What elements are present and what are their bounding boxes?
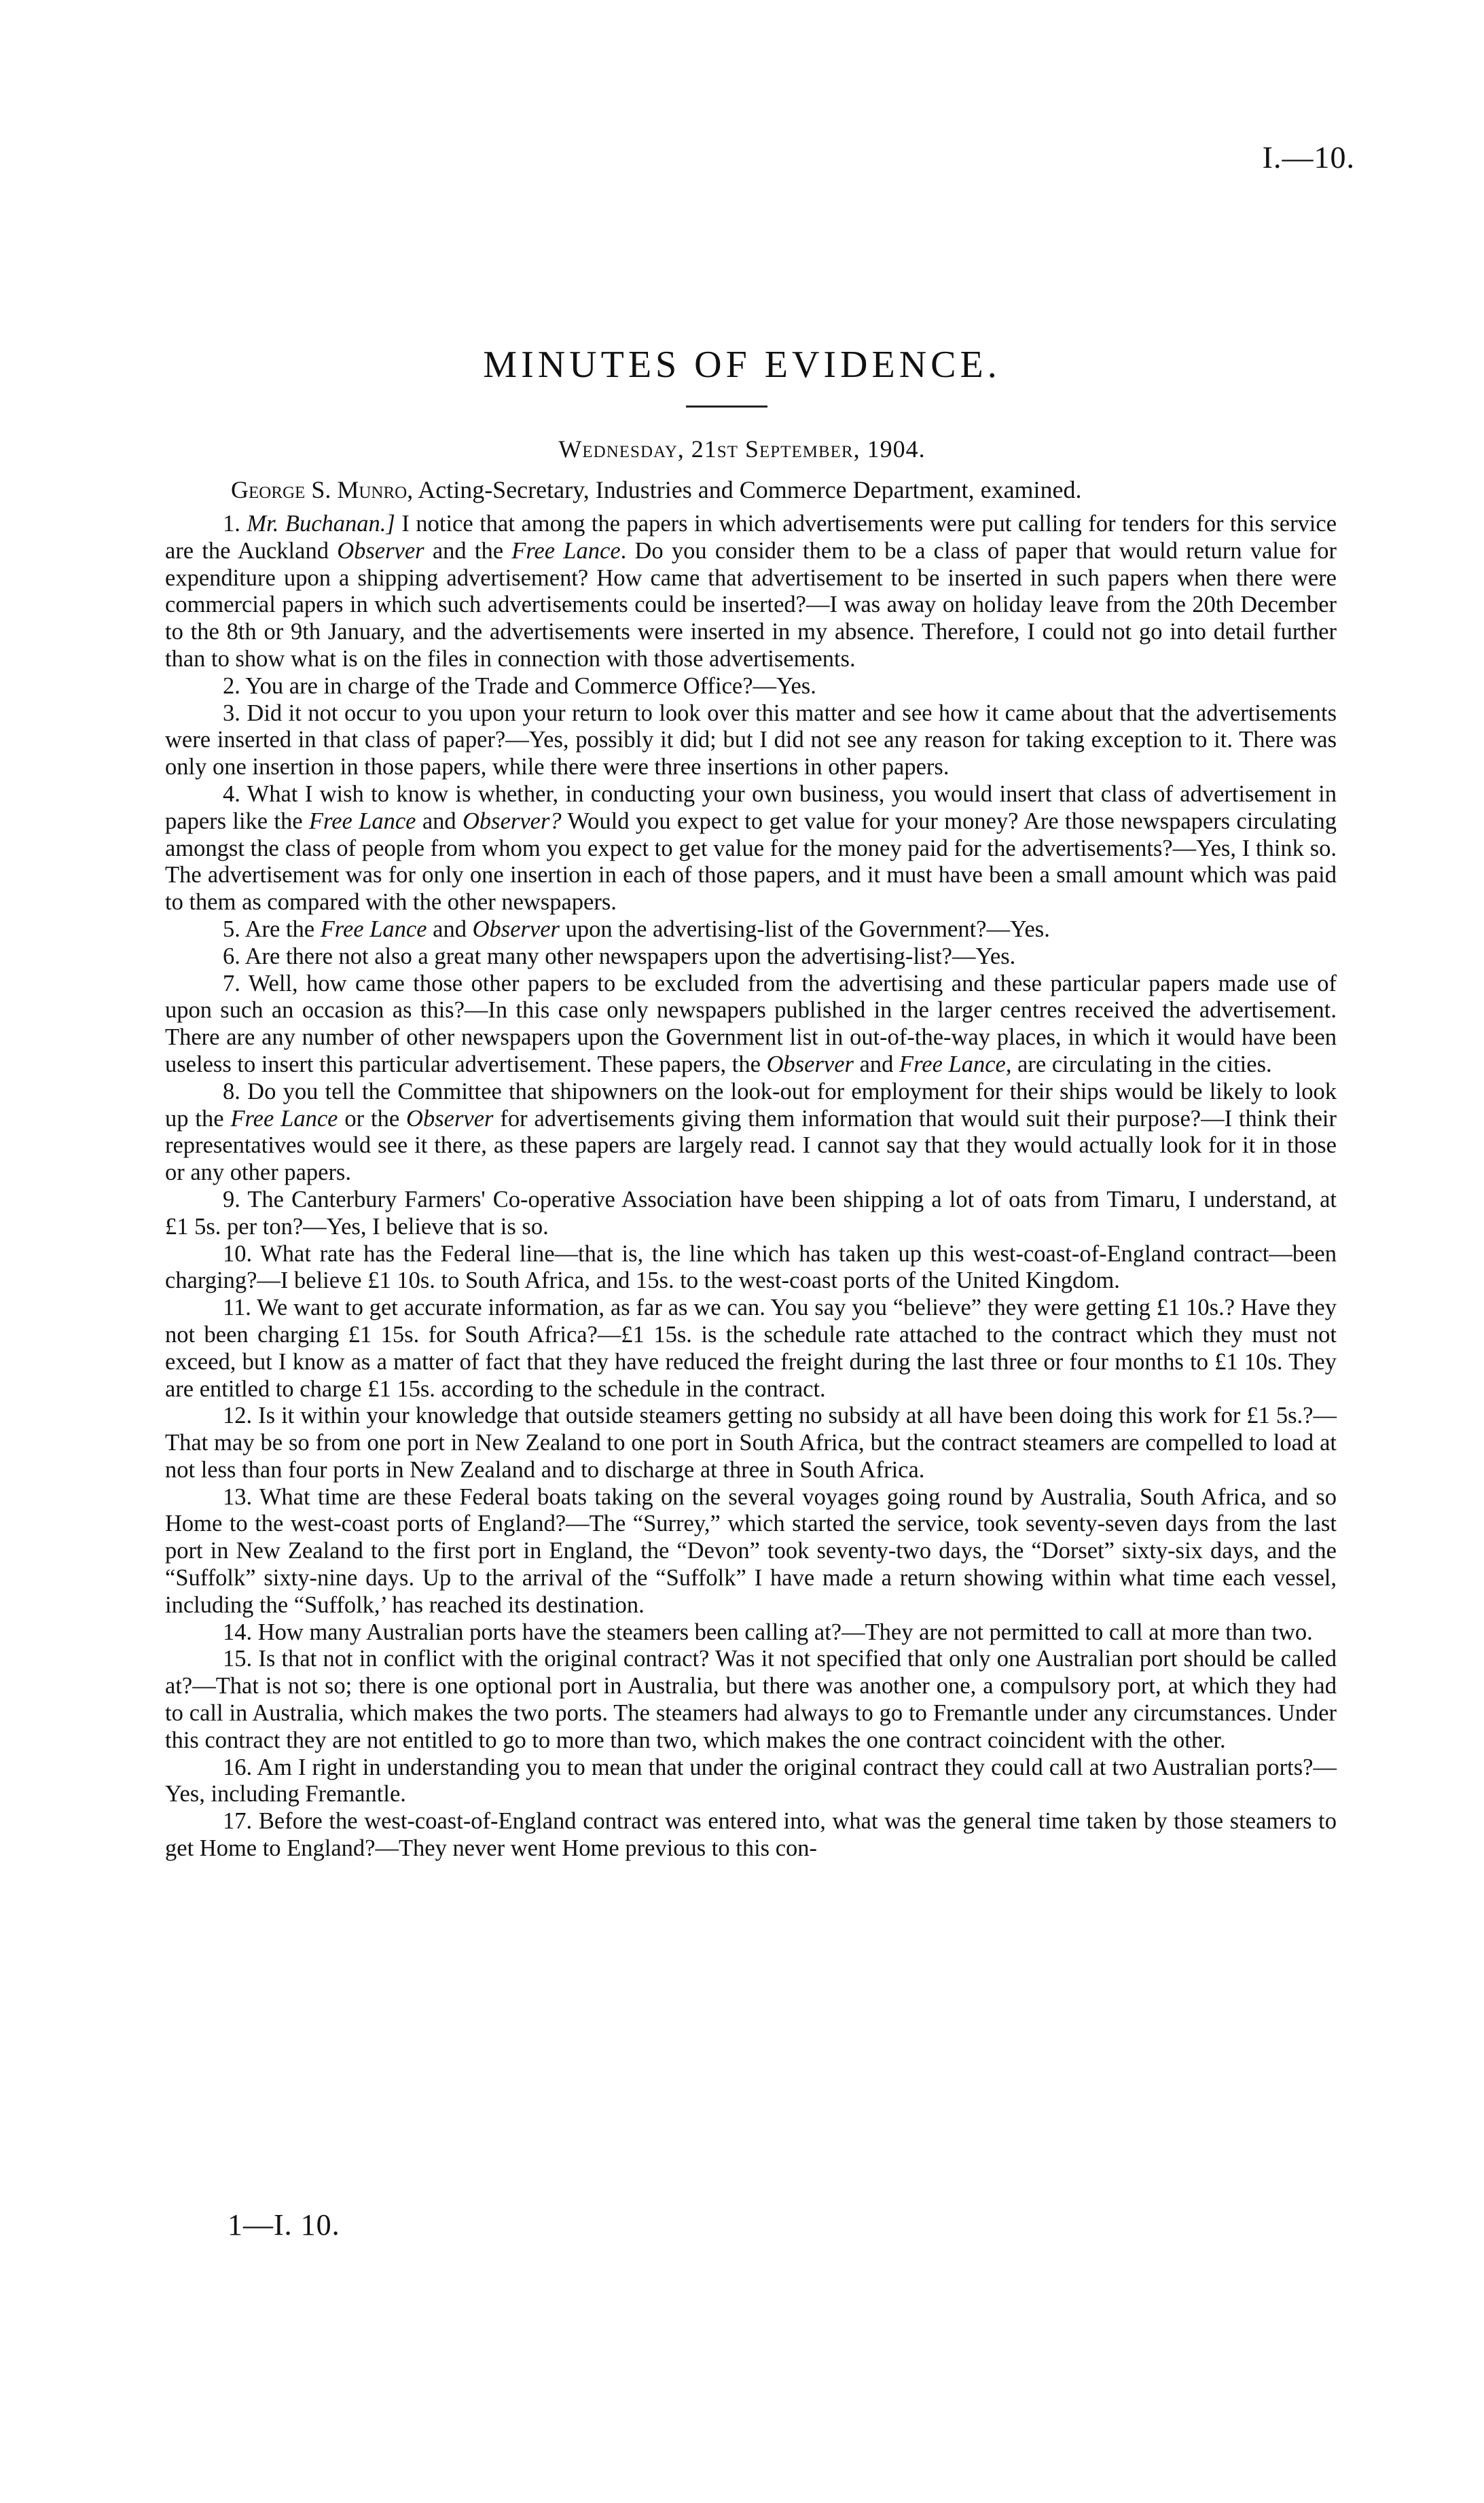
evidence-text: How many Australian ports have the steamers been calling at?—They are not permitted to call at more than two. [252, 1619, 1313, 1645]
question-number: 6. [223, 943, 240, 969]
evidence-text: The Canterbury Farmers' Co-operative Association have been shipping a lot of oats from Timaru, I understand, at £1 5s. per ton?—Yes, I believe that is so. [165, 1186, 1337, 1240]
evidence-text: Are there not also a great many other newspapers upon the advertising-list?—Yes. [240, 943, 1016, 969]
question-number: 17. [223, 1808, 253, 1835]
evidence-text: Am I right in understanding you to mean that under the original contract they could call at two Australian ports?—Yes, including Fremantle. [165, 1754, 1337, 1807]
evidence-paragraph [165, 700, 1337, 781]
evidence-text: Is it within your knowledge that outside steamers getting no subsidy at all have been doing this work for £1 5s.?—That may be so from one port in New Zealand to one port in South Africa, but the contract steamers are compelled to load at not less than four ports in New Zealand and to discharge at three in South Africa. [165, 1403, 1337, 1483]
question-number: 4. [223, 780, 240, 807]
session-date: Wednesday, 21st September, 1904. [558, 435, 926, 463]
evidence-text: What I wish to know is whether, in conducting your own business, you would insert that class of advertisement in papers like the [165, 780, 1337, 834]
evidence-paragraph [165, 943, 1337, 971]
evidence-paragraph [165, 1187, 1337, 1241]
question-number: 15. [223, 1646, 253, 1672]
evidence-paragraph [165, 1079, 1337, 1187]
evidence-paragraph [165, 1646, 1337, 1754]
question-number: 1. [223, 511, 240, 537]
question-number: 16. [223, 1754, 253, 1780]
evidence-text: Did it not occur to you upon your return to look over this matter and see how it came about that the advertisements were inserted in that class of paper?—Yes, possibly it did; but I did not see any reason for taking exception to it. There was only one insertion in those papers, while there were three insertions in other papers. [165, 700, 1337, 780]
evidence-text: I notice that among the papers in which advertisements were put calling for tenders for this service are the Auckland [165, 511, 1337, 564]
evidence-text: Before the west-coast-of-England contract was entered into, what was the general time taken by those steamers to get Home to England?—They never went Home previous to this con- [165, 1808, 1337, 1862]
paper-reference-code: I.—10. [1262, 140, 1355, 175]
question-number: 14. [223, 1619, 253, 1645]
evidence-text: or the [338, 1105, 407, 1132]
document-title: MINUTES OF EVIDENCE. [483, 344, 1001, 386]
evidence-paragraph [165, 1808, 1337, 1862]
evidence-text: and [416, 808, 463, 834]
newspaper-title: Observer? [463, 808, 562, 834]
question-number: 8. [223, 1078, 240, 1104]
evidence-text: are circulating in the cities. [1011, 1051, 1272, 1077]
newspaper-title: Free Lance, [899, 1051, 1012, 1077]
evidence-text: Is that not in conflict with the original contract? Was it not specified that only one Australian port should be called at?—That is not so; there is one optional port in Australia, but there was another one, a compulsory port, at which they had to call in Australia, which makes the two ports. The steamers had always to go to Fremantle under any circumstances. Under this contract they are not entitled to go to more than two, which makes the one contract coincident with the other. [165, 1646, 1337, 1753]
question-number: 12. [223, 1403, 253, 1429]
evidence-text: for advertisements giving them information that would suit their purpose?—I think their representatives would see it there, as these papers are largely read. I cannot say that they would actually look for it in those or any other papers. [165, 1105, 1337, 1186]
newspaper-title: Free Lance [308, 808, 416, 834]
newspaper-title: Observer [766, 1051, 854, 1077]
newspaper-title: Observer [337, 537, 424, 564]
question-number: 10. [223, 1240, 253, 1267]
witness-description: , Acting-Secretary, Industries and Commerce Department, examined. [407, 476, 1082, 503]
newspaper-title: Observer [472, 916, 560, 942]
evidence-paragraph [165, 511, 1337, 673]
evidence-paragraph [165, 1619, 1337, 1646]
newspaper-title: Free Lance [511, 537, 621, 564]
question-number: 13. [223, 1483, 253, 1510]
evidence-paragraph [165, 1484, 1337, 1619]
evidence-body [165, 511, 1337, 1862]
evidence-paragraph [165, 1295, 1337, 1403]
question-number: 5. [223, 916, 240, 942]
question-number: 3. [223, 700, 240, 726]
question-number: 7. [223, 970, 240, 996]
evidence-paragraph [165, 781, 1337, 916]
evidence-text: You are in charge of the Trade and Commerce Office?—Yes. [240, 672, 816, 699]
evidence-text: and the [424, 537, 512, 564]
evidence-text: What rate has the Federal line—that is, the line which has taken up this west-coast-of-England contract—been charging?—I believe £1 10s. to South Africa, and 15s. to the west-coast ports of the United Kingdom. [165, 1240, 1337, 1294]
evidence-text: Would you expect to get value for your money? Are those newspapers circulating amongst the class of people from whom you expect to get value for the money paid for the advertisements?—Yes, I think so. The advertisement was for only one insertion in each of those papers, and it must have been a small amount which was paid to them as compared with the other newspapers. [165, 808, 1337, 916]
title-divider [686, 406, 767, 408]
evidence-text: upon the advertising-list of the Government?—Yes. [559, 916, 1050, 942]
evidence-text: We want to get accurate information, as far as we can. You say you “believe” they were getting £1 10s.? Have they not been charging £1 15s. for South Africa?—£1 15s. is the schedule rate attached to the contract which they must not exceed, but I know as a matter of fact that they have reduced the freight during the last three or four months to £1 10s. They are entitled to charge £1 15s. according to the schedule in the contract. [165, 1295, 1337, 1402]
evidence-paragraph [165, 1754, 1337, 1809]
witness-name: George S. Munro [231, 476, 408, 503]
question-number: 2. [223, 672, 240, 699]
evidence-text: . Do you consider them to be a class of paper that would return value for expenditure upon a shipping advertisement? How came that advertisement to be inserted in such papers when there were commercial papers in which such advertisements could be inserted?—I was away on holiday leave from the 20th December to the 8th or 9th January, and the advertisements were inserted in my absence. Therefore, I could not go into detail further than to show what is on the files in connection with those advertisements. [165, 537, 1337, 672]
evidence-text: and [427, 916, 473, 942]
evidence-text: and [853, 1051, 900, 1077]
evidence-paragraph [165, 971, 1337, 1079]
question-number: 11. [223, 1295, 251, 1321]
evidence-text: Do you tell the Committee that shipowners on the look-out for employment for their ships would be likely to look up the [165, 1078, 1337, 1132]
witness-line [231, 475, 1082, 504]
newspaper-title: Free Lance [320, 916, 427, 942]
question-number: 9. [223, 1186, 240, 1212]
evidence-text: Well, how came those other papers to be excluded from the advertising and these particular papers made use of upon such an occasion as this?—In this case only newspapers published in the larger centres received the advertisement. There are any number of other newspapers upon the Government list in out-of-the-way places, in which it would have been useless to insert this particular advertisement. These papers, the [165, 970, 1337, 1077]
evidence-paragraph [165, 916, 1337, 943]
evidence-paragraph [165, 673, 1337, 700]
newspaper-title: Observer [406, 1105, 494, 1132]
page-signature: 1—I. 10. [228, 2208, 340, 2241]
evidence-text: Are the [240, 916, 321, 942]
newspaper-title: Free Lance [230, 1105, 338, 1132]
evidence-paragraph [165, 1403, 1337, 1483]
evidence-text: What time are these Federal boats taking on the several voyages going round by Australia, South Africa, and so Home to the west-coast ports of England?—The “Surrey,” which started the service, took seventy-seven days from the last port in New Zealand to the first port in England, the “Devon” took seventy-two days, the “Dorset” sixty-six days, and the “Suffolk” sixty-nine days. Up to the arrival of the “Suffolk” I have made a return showing within what time each vessel, including the “Suffolk,’ has reached its destination. [165, 1483, 1337, 1618]
speaker-name: Mr. Buchanan.] [247, 511, 395, 537]
evidence-paragraph [165, 1241, 1337, 1295]
